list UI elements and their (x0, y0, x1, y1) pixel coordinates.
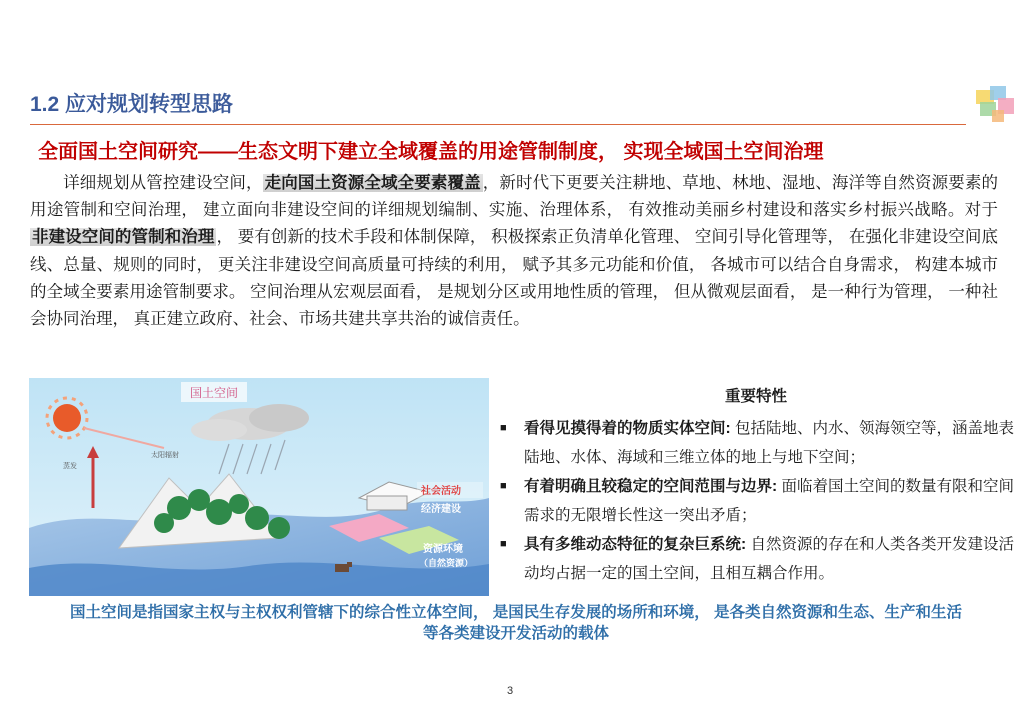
section-title: 1.2 应对规划转型思路 (30, 93, 234, 116)
square-bullet-icon: ■ (500, 422, 507, 434)
feature-text: 面临着国土空间的数量有限和空间需求的无限增长性这一突出矛盾； (524, 478, 1014, 524)
body-paragraph (30, 170, 998, 333)
body-text-1: 详细规划从管控建设空间， (63, 174, 263, 192)
territory-space-illustration (29, 378, 489, 596)
social-activity-label: 社会活动 (421, 486, 461, 497)
headline: 全面国土空间研究——生态文明下建立全域覆盖的用途管制制度， 实现全域国土空间治理 (38, 141, 824, 163)
evaporation-label: 蒸发 (63, 463, 77, 470)
economic-construction-label: 经济建设 (421, 504, 461, 515)
feature-keyword: 有着明确且较稳定的空间范围与边界: (524, 478, 778, 495)
sun-radiation-label: 太阳辐射 (151, 452, 179, 459)
logo-icon (962, 82, 1022, 130)
square-bullet-icon: ■ (500, 538, 507, 550)
definition-line-1: 国土空间是指国家主权与主权权利管辖下的综合性立体空间， 是国民生存发展的场所和环境， 是各类自然资源和生态、生产和生活 (69, 604, 963, 621)
body-text-3: ， 要有创新的技术手段和体制保障， 积极探索正负清单化管理、 空间引导化管理等， 在强化非建设空间底线、总量、规则的同时， 更关注非建设空间高质量可持续的利用， 赋予其多元功能和价值， 各城市可以结合自身需求， 构建本城市的全域全要素用途管制要求。 空间治理从宏观层面看， 是规划分区或用地性质的管理， 但从微观层面看， 是一种行为管理， 一种社会协同治理， 真正建立政府、社会、市场共建共享共治的诚信责任。 (30, 228, 999, 329)
feature-keyword: 看得见摸得着的物质实体空间: (524, 420, 731, 437)
highlight-non-construction: 非建设空间的管制和治理 (32, 228, 215, 247)
title-divider (30, 124, 966, 125)
definition-caption (26, 602, 1006, 644)
feature-item (496, 472, 1016, 530)
features-heading: 重要特性 (724, 388, 787, 405)
feature-text: 自然资源的存在和人类各类开发建设活动均占据一定的国土空间，且相互耦合作用。 (524, 536, 1014, 582)
highlight-whole-territory: 走向国土资源全域全要素覆盖 (264, 174, 481, 192)
feature-item (496, 530, 1016, 588)
natural-resource-label: （自然资源） (419, 558, 474, 568)
square-bullet-icon: ■ (500, 480, 507, 492)
feature-text: 包括陆地、内水、领海领空等，涵盖地表陆地、水体、海域和三维立体的地上与地下空间； (524, 420, 1014, 466)
resource-environment-label: 资源环境 (423, 544, 463, 555)
feature-keyword: 具有多维动态特征的复杂巨系统: (524, 536, 747, 553)
features-panel (496, 380, 1016, 588)
page-number: 3 (507, 685, 514, 697)
feature-item (496, 414, 1016, 472)
definition-line-2: 等各类建设开发活动的载体 (422, 625, 609, 642)
illustration-title: 国土空间 (189, 386, 239, 400)
body-text-2: ，新时代下更要关注耕地、草地、林地、湿地、海洋等自然资源要素的用途管制和空间治理， 建立面向非建设空间的详细规划编制、实施、治理体系， 有效推动美丽乡村建设和落实乡村振兴战略。对于 (30, 174, 998, 220)
